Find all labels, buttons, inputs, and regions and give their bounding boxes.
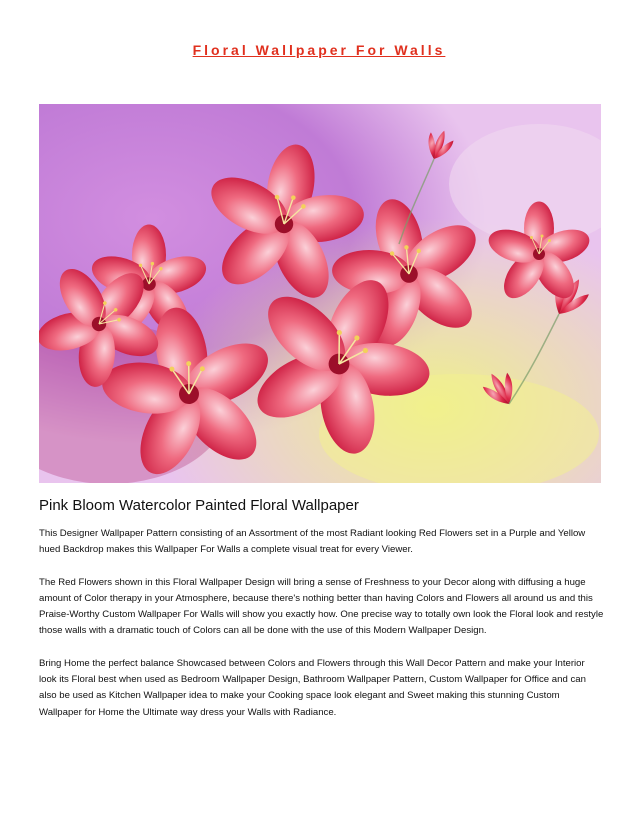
document-title: Floral Wallpaper For Walls [192, 42, 446, 58]
document-body [39, 526, 604, 737]
document-subtitle: Pink Bloom Watercolor Painted Floral Wallpaper [39, 497, 359, 514]
floral-painting [39, 104, 601, 483]
paragraph: Bring Home the perfect balance Showcased between Colors and Flowers through this Wall Decor Pattern and make your Interior look its Floral best when used as Bedroom Wallpaper Design, Bathroom Wallpaper Pattern, Custom Wallpaper for Office and can also be used as Kitchen Wallpaper idea to make your Cooking space look elegant and Sweet making this stunning Custom Wallpaper for Home the Ultimate way dress your Walls with Radiance. [39, 657, 586, 718]
paragraph: The Red Flowers shown in this Floral Wallpaper Design will bring a sense of Freshness to your Decor along with diffusing a huge amount of Color therapy in your Atmosphere, because there's nothing better than having Colors and Flowers all around us and this Praise-Worthy Custom Wallpaper For Walls will show you exactly how. One precise way to totally own look the Floral look and restyle those walls with a dramatic touch of Colors can all be done with the use of this Modern Wallpaper Design. [39, 576, 604, 637]
paragraph: This Designer Wallpaper Pattern consisting of an Assortment of the most Radiant looking Red Flowers set in a Purple and Yellow hued Backdrop makes this Wallpaper For Walls a complete visual treat for every Viewer. [39, 528, 586, 556]
floral-wallpaper-image [39, 104, 601, 483]
